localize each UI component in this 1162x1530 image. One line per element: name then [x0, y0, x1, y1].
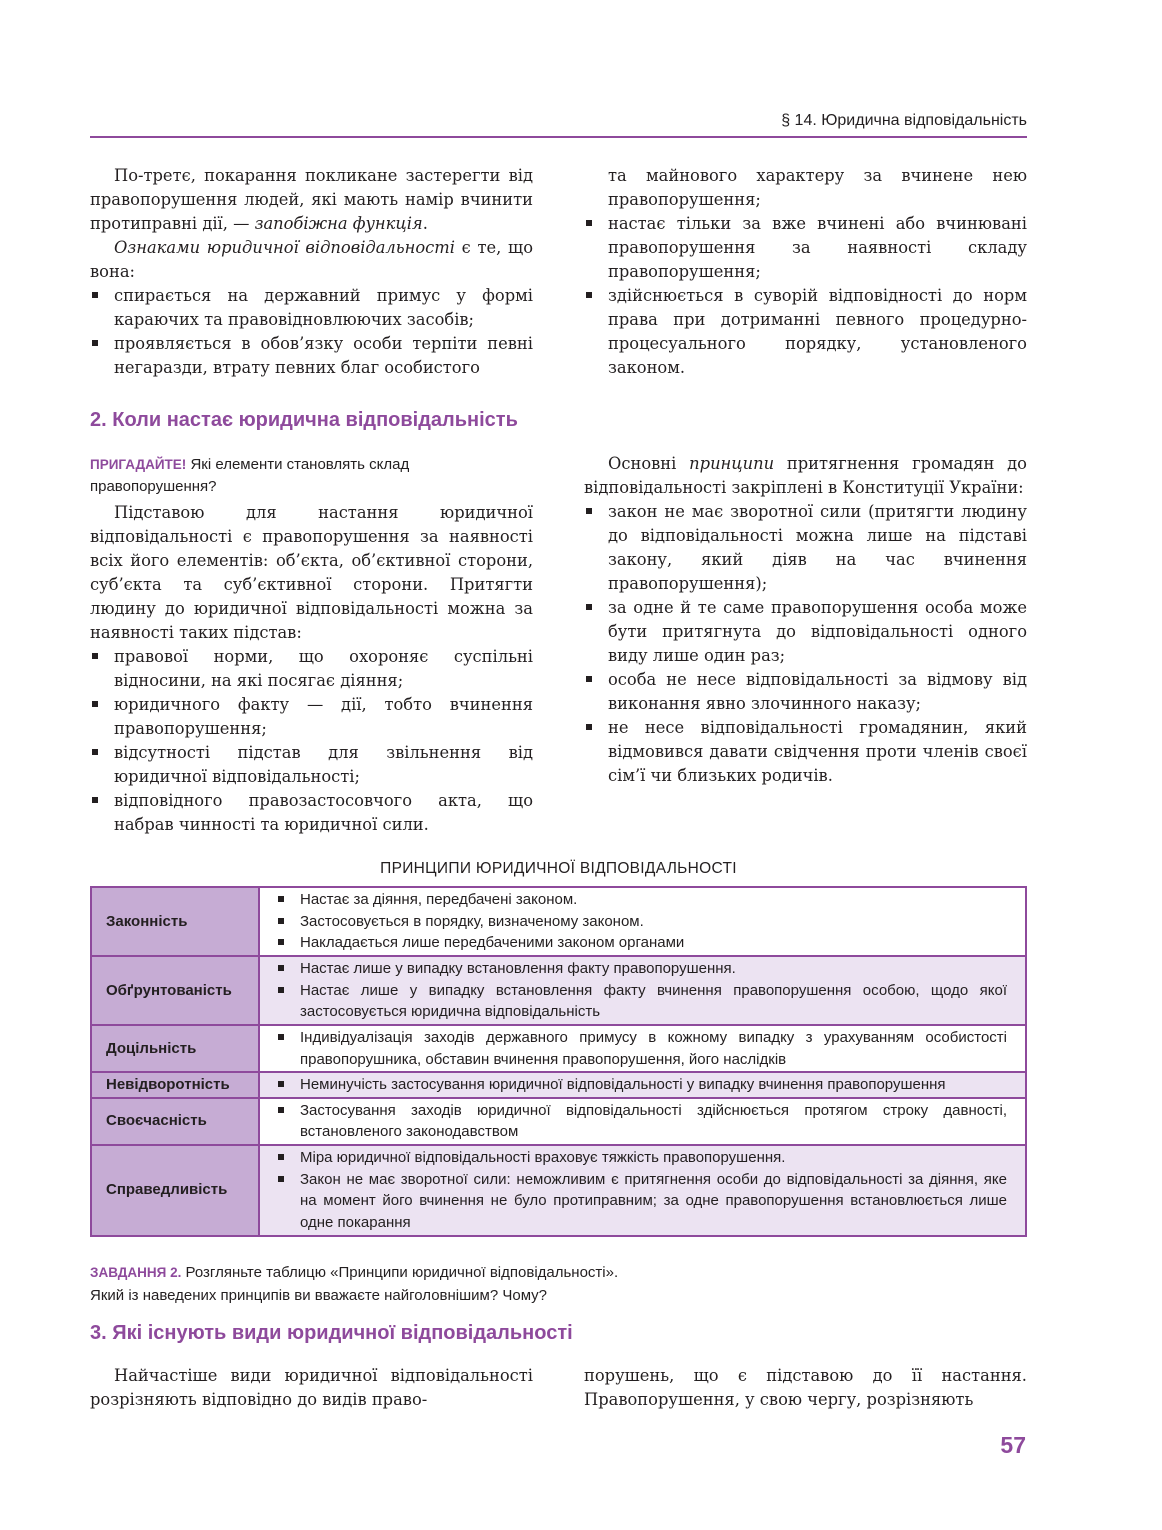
table-row: [91, 1072, 1026, 1098]
section3-left-column: [90, 1364, 533, 1412]
task-label: ЗАВДАННЯ 2.: [90, 1265, 182, 1280]
list-item: Настає лише у випадку встановлення факту правопорушення.: [274, 958, 1007, 980]
paragraph: Основні принципи притягнення громадян до відповідальності закріплені в Конституції України:: [584, 454, 1027, 497]
principle-name: Законність: [91, 887, 259, 956]
principle-description: [259, 1072, 1026, 1098]
section1-right-column: [584, 164, 1027, 380]
remember-label: ПРИГАДАЙТЕ!: [90, 457, 187, 472]
list-item: Застосовується в порядку, визначеному законом.: [274, 911, 1007, 933]
list-item: Міра юридичної відповідальності враховує тяжкість правопорушення.: [274, 1147, 1007, 1169]
section2-left-column: [90, 454, 533, 837]
paragraph: Ознаками юридичної відповідальності є те, що вона:: [90, 238, 533, 281]
list-item: відповідного правозастосовчого акта, що набрав чинності та юридичної сили.: [90, 789, 533, 837]
table-row: [91, 887, 1026, 956]
table-title: ПРИНЦИПИ ЮРИДИЧНОЇ ВІДПОВІДАЛЬНОСТІ: [380, 860, 737, 877]
principle-description: [259, 1145, 1026, 1236]
section1-left-column: [90, 164, 533, 380]
principle-description: [259, 1098, 1026, 1145]
list-item: особа не несе відповідальності за відмову від виконання явно злочинного наказу;: [584, 668, 1027, 716]
remember-note: ПРИГАДАЙТЕ! Які елементи становлять склад правопорушення?: [90, 456, 410, 495]
principle-name: Невідворотність: [91, 1072, 259, 1098]
task-2: [90, 1261, 1027, 1307]
list-item: здійснюється в суворій відповідності до норм права при дотриманні певного процедурно-процесуального порядку, установленого законом.: [584, 284, 1027, 380]
list-item: Індивідуалізація заходів державного примусу в кожному випадку з урахуванням особистості правопорушника, обставин вчинення правопорушення, його наслідків: [274, 1027, 1007, 1070]
list-item: Закон не має зворотної сили: неможливим є притягнення особи до відповідальності за діяння, яке на момент його вчинення не було протиправним; за одне правопорушення встановлюється лише одне покарання: [274, 1169, 1007, 1234]
section-2-title: 2. Коли настає юридична відповідальність: [90, 409, 518, 431]
page-number: 57: [1000, 1432, 1026, 1458]
principle-description: [259, 956, 1026, 1025]
list-item: правової норми, що охороняє суспільні відносини, на які посягає діяння;: [90, 645, 533, 693]
principle-name: Своєчасність: [91, 1098, 259, 1145]
principle-name: Доцільність: [91, 1025, 259, 1072]
bullet-list: [90, 284, 533, 380]
table-row: [91, 1145, 1026, 1236]
header-text: § 14. Юридична відповідальність: [781, 112, 1027, 129]
running-header: [90, 110, 1027, 138]
section2-right-column: [584, 452, 1027, 788]
paragraph: Підставою для настання юридичної відповідальності є правопорушення за наявності всіх його елементів: об’єкта, об’єктивної сторони, суб’єкта та суб’єктивної сторони. Притягти людину до юридичної відповідальності можна за наявності таких підстав:: [90, 503, 533, 642]
section-3-title: 3. Які існують види юридичної відповідальності: [90, 1322, 573, 1344]
principle-name: Обґрунтованість: [91, 956, 259, 1025]
bullet-list: [584, 500, 1027, 788]
list-item: не несе відповідальності громадянин, який відмовився давати свідчення проти членів своєї сім’ї чи близьких родичів.: [584, 716, 1027, 788]
list-item: Настає за діяння, передбачені законом.: [274, 889, 1007, 911]
table-row: [91, 1025, 1026, 1072]
list-item: відсутності підстав для звільнення від юридичної відповідальності;: [90, 741, 533, 789]
list-item: Накладається лише передбаченими законом органами: [274, 932, 1007, 954]
list-item: закон не має зворотної сили (притягти людину до відповідальності можна лише на підставі закону, який діяв на час вчинення правопорушення);: [584, 500, 1027, 596]
principle-description: [259, 1025, 1026, 1072]
list-item: проявляється в обов’язку особи терпіти певні негаразди, втрату певних благ особистого: [90, 332, 533, 380]
principles-table: [90, 886, 1027, 1237]
table-row: [91, 1098, 1026, 1145]
list-item-continuation: та майнового характеру за вчинене нею правопорушення;: [608, 166, 1027, 209]
list-item: настає тільки за вже вчинені або вчинювані правопорушення за наявності складу правопорушення;: [584, 212, 1027, 284]
paragraph: По-третє, покарання покликане застерегти від правопорушення людей, які мають намір вчинити протиправні дії, — запобіжна функція.: [90, 166, 533, 233]
section3-right-column: [584, 1364, 1027, 1412]
list-item: юридичного факту — дії, тобто вчинення правопорушення;: [90, 693, 533, 741]
bullet-list: [90, 645, 533, 837]
task-text: Розгляньте таблицю «Принципи юридичної відповідальності».: [181, 1264, 619, 1281]
list-item: за одне й те саме правопорушення особа може бути притягнута до відповідальності одного виду лише один раз;: [584, 596, 1027, 668]
list-item: Застосування заходів юридичної відповідальності здійснюється протягом строку давності, встановленого законодавством: [274, 1100, 1007, 1143]
task-question: Який із наведених принципів ви вважаєте найголовнішим? Чому?: [90, 1287, 548, 1304]
principle-description: [259, 887, 1026, 956]
list-item: Неминучість застосування юридичної відповідальності у випадку вчинення правопорушення: [274, 1074, 1007, 1096]
paragraph: Найчастіше види юридичної відповідальності розрізняють відповідно до видів право-: [90, 1366, 533, 1409]
list-item: спирається на державний примус у формі караючих та правовідновлюючих засобів;: [90, 284, 533, 332]
paragraph: порушень, що є підставою до її настання. Правопорушення, у свою чергу, розрізняють: [584, 1366, 1027, 1409]
bullet-list: [584, 164, 1027, 380]
principle-name: Справедливість: [91, 1145, 259, 1236]
list-item: Настає лише у випадку встановлення факту вчинення правопорушення особою, щодо якої застосовується юридична відповідальність: [274, 980, 1007, 1023]
table-row: [91, 956, 1026, 1025]
